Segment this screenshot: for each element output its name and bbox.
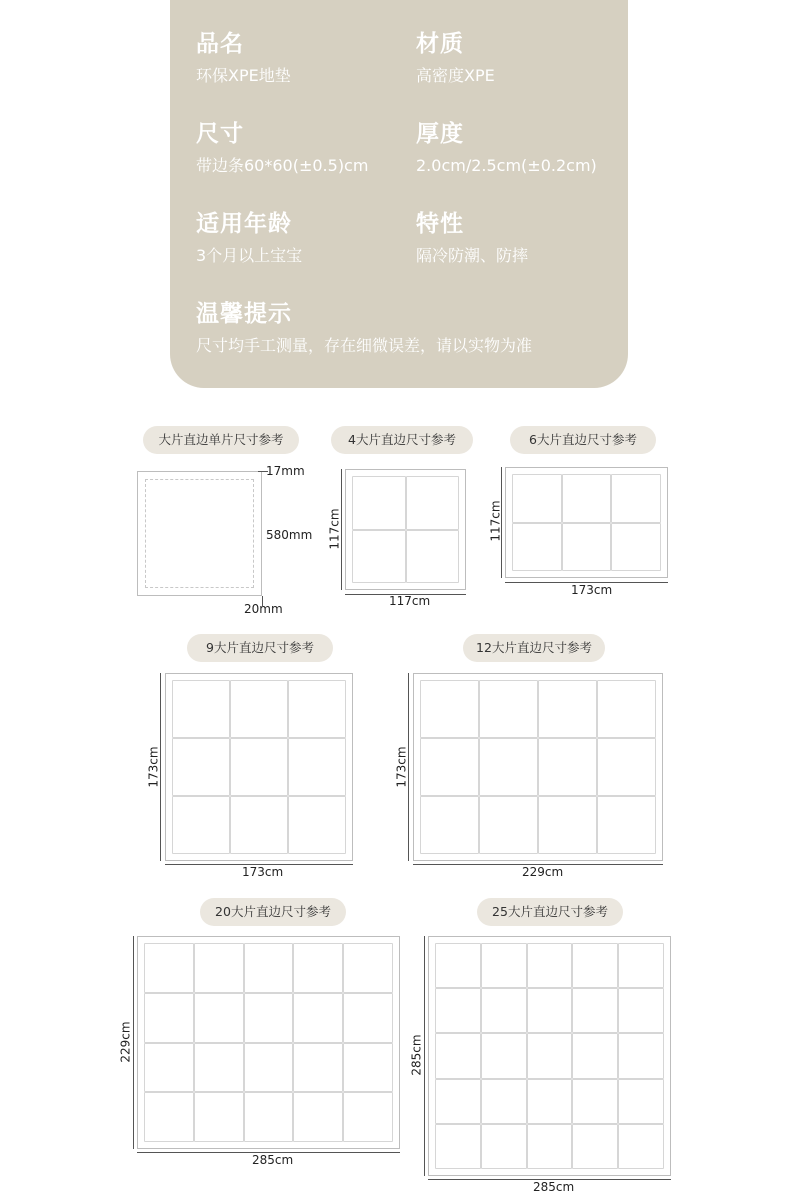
mat-tile: [435, 988, 481, 1033]
mat-tile: [597, 738, 656, 796]
mat-tile: [572, 1079, 618, 1124]
single-tile-diagram: [137, 471, 262, 596]
mat-tile: [293, 943, 343, 993]
four-width-label: 117cm: [389, 594, 431, 608]
mat-tile: [435, 943, 481, 988]
spec-material-label: 材质: [416, 31, 464, 57]
twenty-height-line: [133, 936, 134, 1149]
mat-tile: [172, 796, 230, 854]
mat-tile: [420, 796, 479, 854]
twentyfive-height-line: [424, 936, 425, 1176]
twenty-title: 20大片直边尺寸参考: [200, 898, 346, 926]
spec-thickness-value: 2.0cm/2.5cm(±0.2cm): [416, 156, 597, 175]
mat-tile: [479, 738, 538, 796]
single-edge-label: 17mm: [266, 464, 305, 478]
mat-tile: [481, 943, 527, 988]
mat-tile: [288, 796, 346, 854]
mat-tile: [481, 1124, 527, 1169]
mat-tile: [406, 530, 460, 584]
mat-tile: [230, 796, 288, 854]
single-side-label: 580mm: [266, 528, 313, 542]
mat-tile: [144, 1043, 194, 1093]
spec-material-value: 高密度XPE: [416, 66, 495, 85]
spec-feature-label: 特性: [416, 211, 464, 237]
twenty-mat: [137, 936, 400, 1149]
spec-feature: [416, 210, 528, 266]
mat-tile: [611, 523, 661, 572]
mat-tile: [293, 1043, 343, 1093]
single-tile-inner: [145, 479, 254, 588]
mat-tile: [352, 530, 406, 584]
mat-tile: [230, 738, 288, 796]
mat-tile: [527, 1033, 573, 1078]
mat-tile: [244, 943, 294, 993]
mat-tile: [562, 474, 612, 523]
mat-tile: [144, 943, 194, 993]
mat-tile: [230, 680, 288, 738]
spec-thickness: [416, 120, 597, 176]
spec-size: [196, 120, 368, 176]
nine-height-label: 173cm: [146, 746, 161, 788]
twentyfive-title: 25大片直边尺寸参考: [477, 898, 623, 926]
twenty-height-label: 229cm: [118, 1021, 133, 1063]
mat-tile: [572, 943, 618, 988]
six-grid: [512, 474, 661, 571]
spec-age-label: 适用年龄: [196, 211, 292, 237]
twelve-title: 12大片直边尺寸参考: [463, 634, 605, 662]
six-mat: [505, 467, 668, 578]
spec-size-value: 带边条60*60(±0.5)cm: [196, 156, 369, 175]
mat-tile: [144, 993, 194, 1043]
spec-age-value: 3个月以上宝宝: [196, 246, 303, 265]
mat-tile: [572, 1033, 618, 1078]
twentyfive-height-label: 285cm: [409, 1034, 424, 1076]
mat-tile: [172, 680, 230, 738]
mat-tile: [527, 988, 573, 1033]
twelve-grid: [420, 680, 656, 854]
mat-tile: [194, 1043, 244, 1093]
nine-title: 9大片直边尺寸参考: [187, 634, 333, 662]
mat-tile: [293, 1092, 343, 1142]
spec-size-label: 尺寸: [196, 121, 244, 147]
mat-tile: [562, 523, 612, 572]
mat-tile: [527, 1124, 573, 1169]
mat-tile: [572, 1124, 618, 1169]
twelve-width-label: 229cm: [522, 865, 564, 879]
mat-tile: [618, 1124, 664, 1169]
mat-tile: [538, 680, 597, 738]
mat-tile: [435, 1079, 481, 1124]
mat-tile: [527, 1079, 573, 1124]
spec-name-value: 环保XPE地垫: [196, 66, 291, 85]
nine-grid: [172, 680, 346, 854]
mat-tile: [420, 680, 479, 738]
spec-card: [170, 0, 628, 388]
mat-tile: [244, 1043, 294, 1093]
mat-tile: [572, 988, 618, 1033]
mat-tile: [288, 738, 346, 796]
mat-tile: [527, 943, 573, 988]
mat-tile: [343, 943, 393, 993]
mat-tile: [144, 1092, 194, 1142]
four-height-label: 117cm: [327, 508, 342, 550]
twelve-height-label: 173cm: [394, 746, 409, 788]
mat-tile: [479, 796, 538, 854]
mat-tile: [194, 943, 244, 993]
single-title: 大片直边单片尺寸参考: [143, 426, 299, 454]
mat-tile: [435, 1033, 481, 1078]
spec-name: [196, 30, 291, 86]
mat-tile: [512, 523, 562, 572]
mat-tile: [343, 1043, 393, 1093]
mat-tile: [343, 993, 393, 1043]
four-mat: [345, 469, 466, 590]
twelve-mat: [413, 673, 663, 861]
spec-name-label: 品名: [196, 31, 244, 57]
mat-tile: [618, 943, 664, 988]
mat-tile: [352, 476, 406, 530]
spec-tip: [196, 300, 532, 356]
mat-tile: [288, 680, 346, 738]
spec-age: [196, 210, 302, 266]
nine-mat: [165, 673, 353, 861]
mat-tile: [618, 988, 664, 1033]
mat-tile: [435, 1124, 481, 1169]
mat-tile: [512, 474, 562, 523]
mat-tile: [194, 993, 244, 1043]
mat-tile: [618, 1079, 664, 1124]
mat-tile: [538, 738, 597, 796]
six-height-label: 117cm: [488, 500, 503, 542]
mat-tile: [481, 1033, 527, 1078]
mat-tile: [481, 1079, 527, 1124]
mat-tile: [172, 738, 230, 796]
twentyfive-width-label: 285cm: [533, 1180, 575, 1194]
mat-tile: [420, 738, 479, 796]
spec-tip-value: 尺寸均手工测量，存在细微误差，请以实物为准: [196, 336, 533, 355]
mat-tile: [194, 1092, 244, 1142]
spec-feature-value: 隔冷防潮、防摔: [416, 246, 529, 265]
mat-tile: [538, 796, 597, 854]
mat-tile: [244, 993, 294, 1043]
single-border-label: 20mm: [244, 602, 283, 616]
mat-tile: [244, 1092, 294, 1142]
twenty-grid: [144, 943, 393, 1142]
mat-tile: [481, 988, 527, 1033]
spec-material: [416, 30, 495, 86]
spec-tip-label: 温馨提示: [196, 301, 292, 327]
four-grid: [352, 476, 459, 583]
six-width-label: 173cm: [571, 583, 613, 597]
mat-tile: [343, 1092, 393, 1142]
mat-tile: [293, 993, 343, 1043]
mat-tile: [406, 476, 460, 530]
six-title: 6大片直边尺寸参考: [510, 426, 656, 454]
twenty-width-label: 285cm: [252, 1153, 294, 1167]
mat-tile: [611, 474, 661, 523]
four-title: 4大片直边尺寸参考: [331, 426, 473, 454]
mat-tile: [479, 680, 538, 738]
spec-thickness-label: 厚度: [416, 121, 464, 147]
twentyfive-mat: [428, 936, 671, 1176]
mat-tile: [618, 1033, 664, 1078]
mat-tile: [597, 680, 656, 738]
twentyfive-grid: [435, 943, 664, 1169]
nine-width-label: 173cm: [242, 865, 284, 879]
mat-tile: [597, 796, 656, 854]
